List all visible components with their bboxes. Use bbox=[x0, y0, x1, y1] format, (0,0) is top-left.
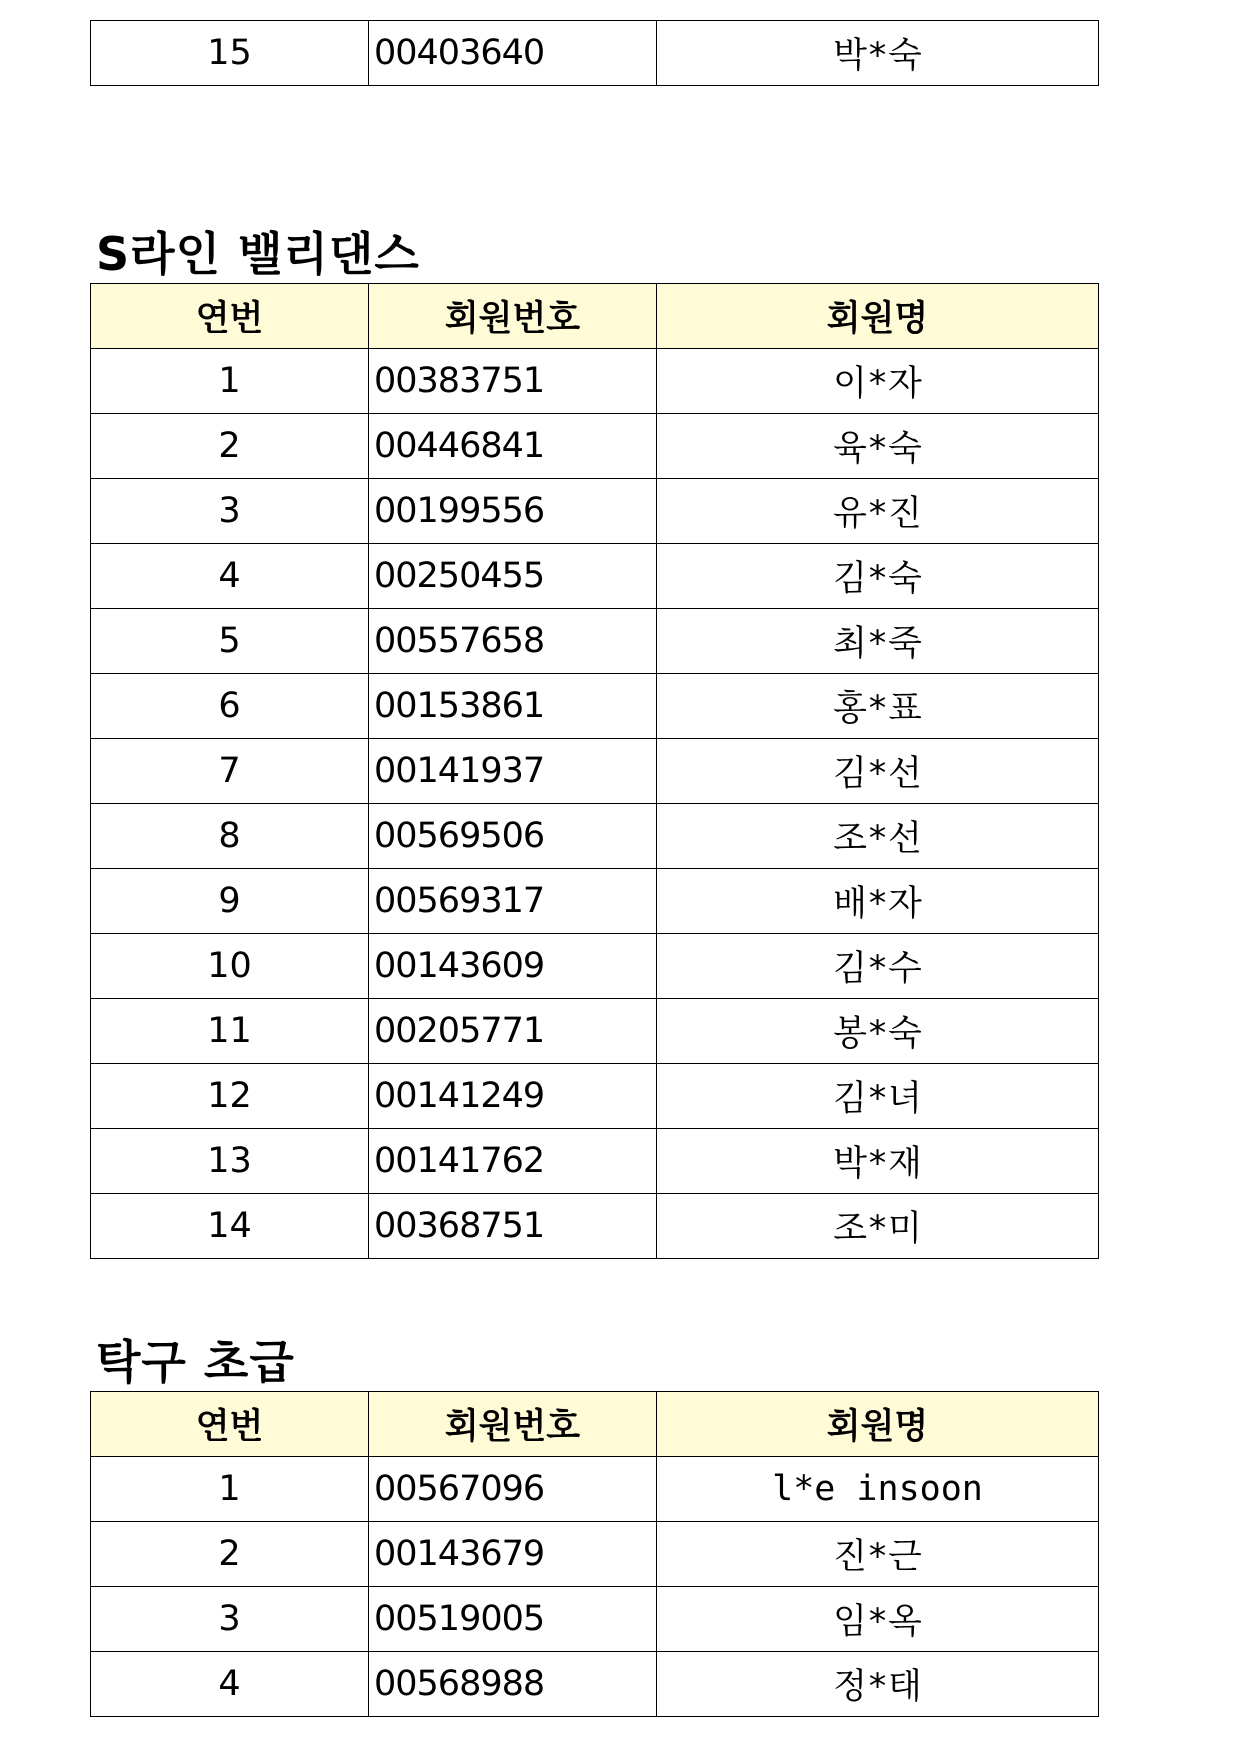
table-row bbox=[91, 544, 1099, 609]
cell-member-name: l*e insoon bbox=[657, 1457, 1099, 1522]
table-row bbox=[91, 934, 1099, 999]
table-header-row bbox=[91, 1392, 1099, 1457]
table-row bbox=[91, 479, 1099, 544]
table-row bbox=[91, 1129, 1099, 1194]
cell-member-name: 최*죽 bbox=[657, 609, 1099, 674]
table-row bbox=[91, 999, 1099, 1064]
table-row bbox=[91, 804, 1099, 869]
column-header-seq: 연번 bbox=[91, 1392, 369, 1457]
column-header-member-no: 회원번호 bbox=[369, 284, 657, 349]
cell-member-name: 홍*표 bbox=[657, 674, 1099, 739]
section-title-belly-dance: S라인 밸리댄스 bbox=[96, 227, 420, 281]
cell-seq: 1 bbox=[91, 349, 369, 414]
table-row bbox=[91, 1194, 1099, 1259]
cell-member-name: 이*자 bbox=[657, 349, 1099, 414]
cell-member-name: 임*옥 bbox=[657, 1587, 1099, 1652]
cell-seq: 15 bbox=[91, 21, 369, 86]
cell-member-name: 김*녀 bbox=[657, 1064, 1099, 1129]
cell-member-name: 조*미 bbox=[657, 1194, 1099, 1259]
cell-seq: 6 bbox=[91, 674, 369, 739]
table-header-row bbox=[91, 284, 1099, 349]
cell-member-no: 00141249 bbox=[369, 1064, 657, 1129]
cell-member-no: 00141937 bbox=[369, 739, 657, 804]
table-row bbox=[91, 21, 1099, 86]
table-row bbox=[91, 1587, 1099, 1652]
cell-member-name: 정*태 bbox=[657, 1652, 1099, 1717]
cell-member-name: 조*선 bbox=[657, 804, 1099, 869]
cell-member-no: 00143609 bbox=[369, 934, 657, 999]
cell-member-name: 김*선 bbox=[657, 739, 1099, 804]
cell-seq: 9 bbox=[91, 869, 369, 934]
cell-seq: 11 bbox=[91, 999, 369, 1064]
table-body bbox=[91, 1457, 1099, 1717]
cell-seq: 10 bbox=[91, 934, 369, 999]
table-row bbox=[91, 1522, 1099, 1587]
table-body bbox=[91, 21, 1099, 86]
table-row bbox=[91, 609, 1099, 674]
cell-member-no: 00569506 bbox=[369, 804, 657, 869]
member-table-continued bbox=[90, 20, 1099, 86]
cell-member-no: 00568988 bbox=[369, 1652, 657, 1717]
cell-seq: 7 bbox=[91, 739, 369, 804]
table-row bbox=[91, 739, 1099, 804]
cell-seq: 3 bbox=[91, 479, 369, 544]
cell-member-no: 00143679 bbox=[369, 1522, 657, 1587]
cell-member-name: 김*숙 bbox=[657, 544, 1099, 609]
cell-member-name: 진*근 bbox=[657, 1522, 1099, 1587]
table-row bbox=[91, 1064, 1099, 1129]
cell-member-no: 00199556 bbox=[369, 479, 657, 544]
table-row bbox=[91, 1457, 1099, 1522]
cell-member-name: 육*숙 bbox=[657, 414, 1099, 479]
member-table-belly-dance bbox=[90, 283, 1099, 1259]
cell-member-no: 00250455 bbox=[369, 544, 657, 609]
cell-member-name: 유*진 bbox=[657, 479, 1099, 544]
cell-seq: 2 bbox=[91, 1522, 369, 1587]
cell-seq: 5 bbox=[91, 609, 369, 674]
section-title-table-tennis: 탁구 초급 bbox=[96, 1335, 295, 1389]
column-header-name: 회원명 bbox=[657, 1392, 1099, 1457]
cell-member-name: 박*재 bbox=[657, 1129, 1099, 1194]
cell-member-name: 박*숙 bbox=[657, 21, 1099, 86]
column-header-name: 회원명 bbox=[657, 284, 1099, 349]
cell-member-name: 봉*숙 bbox=[657, 999, 1099, 1064]
column-header-member-no: 회원번호 bbox=[369, 1392, 657, 1457]
cell-member-no: 00567096 bbox=[369, 1457, 657, 1522]
cell-member-no: 00205771 bbox=[369, 999, 657, 1064]
cell-seq: 14 bbox=[91, 1194, 369, 1259]
table-row bbox=[91, 869, 1099, 934]
cell-member-no: 00141762 bbox=[369, 1129, 657, 1194]
cell-seq: 1 bbox=[91, 1457, 369, 1522]
cell-seq: 4 bbox=[91, 544, 369, 609]
cell-member-no: 00519005 bbox=[369, 1587, 657, 1652]
cell-seq: 3 bbox=[91, 1587, 369, 1652]
cell-member-no: 00569317 bbox=[369, 869, 657, 934]
cell-member-no: 00153861 bbox=[369, 674, 657, 739]
table-body bbox=[91, 349, 1099, 1259]
cell-seq: 4 bbox=[91, 1652, 369, 1717]
table-row bbox=[91, 1652, 1099, 1717]
table-row bbox=[91, 349, 1099, 414]
cell-member-no: 00446841 bbox=[369, 414, 657, 479]
cell-seq: 12 bbox=[91, 1064, 369, 1129]
cell-seq: 2 bbox=[91, 414, 369, 479]
cell-member-no: 00557658 bbox=[369, 609, 657, 674]
column-header-seq: 연번 bbox=[91, 284, 369, 349]
cell-seq: 13 bbox=[91, 1129, 369, 1194]
table-row bbox=[91, 674, 1099, 739]
cell-member-name: 김*수 bbox=[657, 934, 1099, 999]
cell-member-name: 배*자 bbox=[657, 869, 1099, 934]
cell-member-no: 00403640 bbox=[369, 21, 657, 86]
table-row bbox=[91, 414, 1099, 479]
cell-member-no: 00368751 bbox=[369, 1194, 657, 1259]
cell-seq: 8 bbox=[91, 804, 369, 869]
cell-member-no: 00383751 bbox=[369, 349, 657, 414]
member-table-table-tennis bbox=[90, 1391, 1099, 1717]
